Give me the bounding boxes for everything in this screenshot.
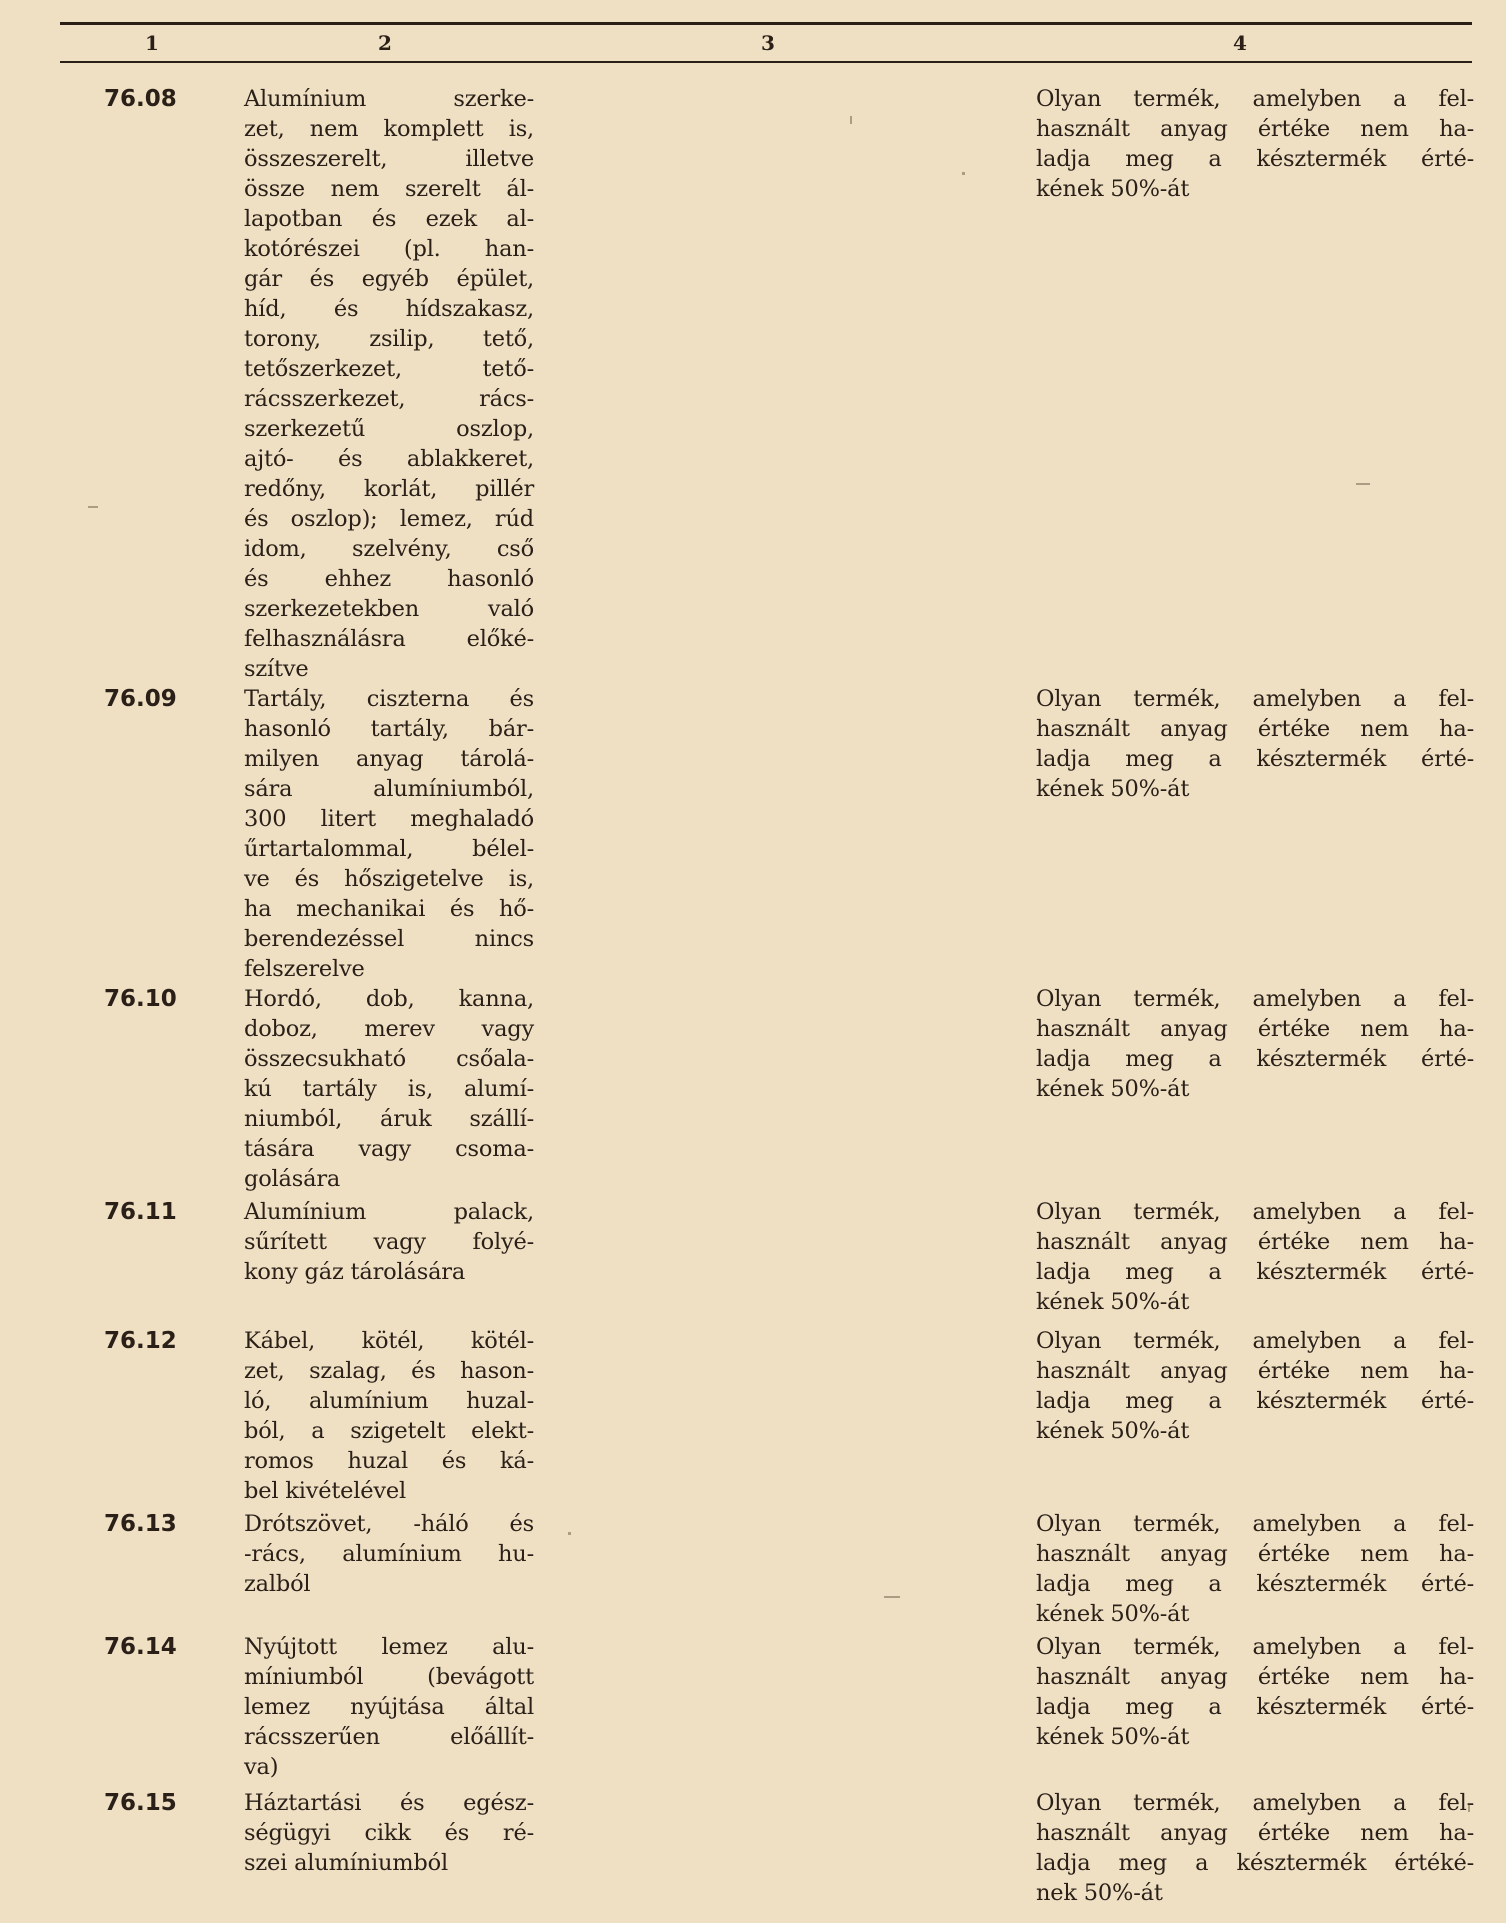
description-line: szei alumíniumból <box>244 1850 448 1876</box>
origin-rule-text <box>1036 84 1474 204</box>
description-line: rácsszerűen előállít- <box>244 1724 534 1750</box>
description-line: tására vagy csoma- <box>244 1136 534 1162</box>
column-number-4: 4 <box>1233 31 1247 55</box>
description-line: Alumínium palack, <box>244 1199 534 1225</box>
tariff-code: 76.15 <box>104 1790 177 1816</box>
description-line: torony, zsilip, tető, <box>244 326 534 352</box>
description-line: és ehhez hasonló <box>244 566 534 592</box>
description-line: míniumból (bevágott <box>244 1664 534 1690</box>
description-line: lemez nyújtása által <box>244 1694 534 1720</box>
description-line: ból, a szigetelt elekt- <box>244 1418 534 1444</box>
description-line: Hordó, dob, kanna, <box>244 986 534 1012</box>
description-line: rácsszerkezet, rács- <box>244 386 534 412</box>
rule-line: kének 50%-át <box>1036 176 1190 202</box>
product-description <box>244 84 534 684</box>
description-line: felszerelve <box>244 956 365 982</box>
description-line: ló, alumínium huzal- <box>244 1388 534 1414</box>
print-speck <box>1356 483 1370 485</box>
rule-line: Olyan termék, amelyben a fel- <box>1036 686 1474 712</box>
description-line: gár és egyéb épület, <box>244 266 534 292</box>
description-line: összeszerelt, illetve <box>244 146 534 172</box>
rule-line: ladja meg a késztermék érté- <box>1036 146 1474 172</box>
print-speck <box>850 116 852 124</box>
description-line: zalból <box>244 1571 311 1597</box>
rule-line: ladja meg a késztermék értéké- <box>1036 1850 1474 1876</box>
description-line: zet, nem komplett is, <box>244 116 534 142</box>
description-line: sűrített vagy folyé- <box>244 1229 534 1255</box>
description-line: összecsukható csőala- <box>244 1046 534 1072</box>
print-speck <box>962 172 965 175</box>
description-line: hasonló tartály, bár- <box>244 716 534 742</box>
description-line: idom, szelvény, cső <box>244 536 534 562</box>
description-line: Tartály, ciszterna és <box>244 686 534 712</box>
description-line: és oszlop); lemez, rúd <box>244 506 534 532</box>
origin-rule-text <box>1036 1632 1474 1752</box>
tariff-code: 76.14 <box>104 1634 177 1660</box>
origin-rule-text <box>1036 1788 1474 1908</box>
description-line: ségügyi cikk és ré- <box>244 1820 534 1846</box>
column-number-1: 1 <box>145 31 159 55</box>
print-speck <box>88 506 98 508</box>
rule-line: Olyan termék, amelyben a fel- <box>1036 86 1474 112</box>
rule-line: ladja meg a késztermék érté- <box>1036 746 1474 772</box>
tariff-code: 76.09 <box>104 686 177 712</box>
tariff-code: 76.11 <box>104 1199 177 1225</box>
rule-line: Olyan termék, amelyben a fel- <box>1036 986 1474 1012</box>
header-top-rule <box>60 22 1472 25</box>
description-line: doboz, merev vagy <box>244 1016 534 1042</box>
origin-rule-text <box>1036 1326 1474 1446</box>
description-line: kú tartály is, alumí- <box>244 1076 534 1102</box>
rule-line: kének 50%-át <box>1036 1076 1190 1102</box>
header-bottom-rule <box>60 61 1472 63</box>
rule-line: ladja meg a késztermék érté- <box>1036 1694 1474 1720</box>
product-description <box>244 1632 534 1782</box>
origin-rule-text <box>1036 684 1474 804</box>
description-line: ajtó- és ablakkeret, <box>244 446 534 472</box>
description-line: felhasználásra előké- <box>244 626 534 652</box>
description-line: híd, és hídszakasz, <box>244 296 534 322</box>
description-line: tetőszerkezet, tető- <box>244 356 534 382</box>
description-line: ha mechanikai és hő- <box>244 896 534 922</box>
description-line: 300 litert meghaladó <box>244 806 534 832</box>
description-line: romos huzal és ká- <box>244 1448 534 1474</box>
tariff-code: 76.12 <box>104 1328 177 1354</box>
origin-rule-text <box>1036 1197 1474 1317</box>
description-line: Kábel, kötél, kötél- <box>244 1328 534 1354</box>
rule-line: kének 50%-át <box>1036 1289 1190 1315</box>
description-line: űrtartalommal, bélel- <box>244 836 534 862</box>
origin-rule-text <box>1036 1509 1474 1629</box>
rule-line: ladja meg a késztermék érté- <box>1036 1571 1474 1597</box>
print-speck <box>1468 1804 1470 1812</box>
description-line: Alumínium szerke- <box>244 86 534 112</box>
column-number-2: 2 <box>378 31 392 55</box>
description-line: berendezéssel nincs <box>244 926 534 952</box>
rule-line: Olyan termék, amelyben a fel- <box>1036 1790 1474 1816</box>
rule-line: kének 50%-át <box>1036 1724 1190 1750</box>
rule-line: ladja meg a késztermék érté- <box>1036 1259 1474 1285</box>
product-description <box>244 1326 534 1506</box>
rule-line: ladja meg a késztermék érté- <box>1036 1388 1474 1414</box>
description-line: sára alumíniumból, <box>244 776 534 802</box>
rule-line: Olyan termék, amelyben a fel- <box>1036 1199 1474 1225</box>
rule-line: használt anyag értéke nem ha- <box>1036 1820 1474 1846</box>
description-line: szerkezetekben való <box>244 596 534 622</box>
print-speck <box>884 1596 900 1598</box>
product-description <box>244 1509 534 1599</box>
rule-line: kének 50%-át <box>1036 1418 1190 1444</box>
description-line: -rács, alumínium hu- <box>244 1541 534 1567</box>
description-line: kotórészei (pl. han- <box>244 236 534 262</box>
rule-line: használt anyag értéke nem ha- <box>1036 1541 1474 1567</box>
rule-line: Olyan termék, amelyben a fel- <box>1036 1328 1474 1354</box>
description-line: zet, szalag, és hason- <box>244 1358 534 1384</box>
description-line: bel kivételével <box>244 1478 407 1504</box>
description-line: lapotban és ezek al- <box>244 206 534 232</box>
rule-line: használt anyag értéke nem ha- <box>1036 1016 1474 1042</box>
description-line: szerkezetű oszlop, <box>244 416 534 442</box>
description-line: va) <box>244 1754 279 1780</box>
tariff-code: 76.08 <box>104 86 177 112</box>
description-line: kony gáz tárolására <box>244 1259 466 1285</box>
tariff-code: 76.13 <box>104 1511 177 1537</box>
origin-rule-text <box>1036 984 1474 1104</box>
rule-line: kének 50%-át <box>1036 1601 1190 1627</box>
rule-line: használt anyag értéke nem ha- <box>1036 1229 1474 1255</box>
rule-line: ladja meg a késztermék érté- <box>1036 1046 1474 1072</box>
rule-line: kének 50%-át <box>1036 776 1190 802</box>
description-line: milyen anyag tárolá- <box>244 746 534 772</box>
rule-line: használt anyag értéke nem ha- <box>1036 716 1474 742</box>
column-number-3: 3 <box>761 31 775 55</box>
description-line: ve és hőszigetelve is, <box>244 866 534 892</box>
description-line: niumból, áruk szállí- <box>244 1106 534 1132</box>
description-line: össze nem szerelt ál- <box>244 176 534 202</box>
description-line: Háztartási és egész- <box>244 1790 534 1816</box>
product-description <box>244 1788 534 1878</box>
product-description <box>244 1197 534 1287</box>
product-description <box>244 984 534 1194</box>
description-line: golására <box>244 1166 341 1192</box>
rule-line: használt anyag értéke nem ha- <box>1036 116 1474 142</box>
rule-line: Olyan termék, amelyben a fel- <box>1036 1634 1474 1660</box>
product-description <box>244 684 534 984</box>
rule-line: használt anyag értéke nem ha- <box>1036 1358 1474 1384</box>
print-speck <box>568 1532 571 1535</box>
rule-line: használt anyag értéke nem ha- <box>1036 1664 1474 1690</box>
description-line: redőny, korlát, pillér <box>244 476 534 502</box>
rule-line: Olyan termék, amelyben a fel- <box>1036 1511 1474 1537</box>
rule-line: nek 50%-át <box>1036 1880 1163 1906</box>
tariff-code: 76.10 <box>104 986 177 1012</box>
description-line: Nyújtott lemez alu- <box>244 1634 534 1660</box>
description-line: Drótszövet, -háló és <box>244 1511 534 1537</box>
description-line: szítve <box>244 656 309 682</box>
